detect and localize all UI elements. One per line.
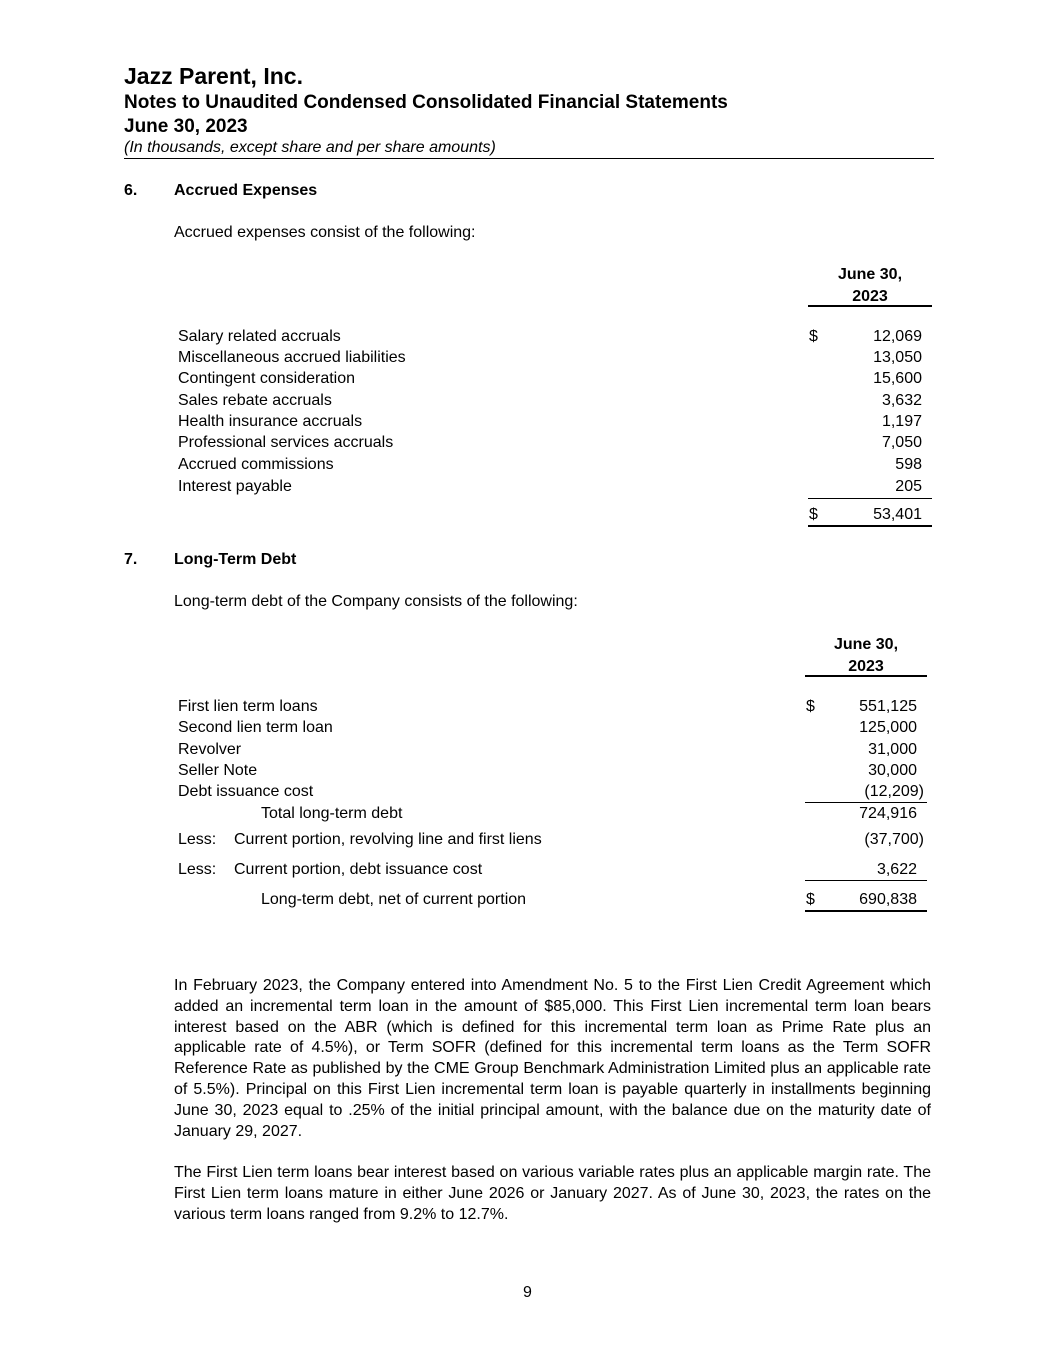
less-prefix: Less: bbox=[178, 861, 217, 878]
row-label: Second lien term loan bbox=[178, 719, 333, 736]
row-value: 12,069 bbox=[873, 328, 922, 345]
row-value: 13,050 bbox=[873, 349, 922, 366]
statement-date: June 30, 2023 bbox=[124, 116, 248, 137]
section6-column-header-line2: 2023 bbox=[852, 288, 888, 305]
row-value: (12,209) bbox=[864, 783, 924, 800]
row-value: 7,050 bbox=[881, 434, 922, 451]
document-subtitle: Notes to Unaudited Condensed Consolidated Financial Statements bbox=[124, 92, 728, 113]
row-value: 551,125 bbox=[859, 698, 917, 715]
row-label: Salary related accruals bbox=[178, 328, 341, 345]
section6-header-underline bbox=[808, 305, 932, 307]
total-value: 724,916 bbox=[859, 805, 917, 822]
row-value: 598 bbox=[895, 456, 922, 473]
section7-column-header bbox=[805, 634, 927, 678]
net-value: 690,838 bbox=[859, 891, 917, 908]
page-number: 9 bbox=[523, 1284, 532, 1301]
row-label: Health insurance accruals bbox=[178, 413, 363, 430]
row-label: First lien term loans bbox=[178, 698, 318, 715]
row-label: Miscellaneous accrued liabilities bbox=[178, 349, 406, 366]
row-label: Seller Note bbox=[178, 762, 258, 779]
row-label: Sales rebate accruals bbox=[178, 392, 332, 409]
row-label: Contingent consideration bbox=[178, 370, 356, 387]
section6-number: 6. bbox=[124, 182, 138, 199]
section6-intro: Accrued expenses consist of the following: bbox=[174, 224, 476, 241]
section7-intro: Long-term debt of the Company consists of the following: bbox=[174, 593, 578, 610]
row-value: 30,000 bbox=[868, 762, 917, 779]
section6-title: Accrued Expenses bbox=[174, 182, 318, 199]
row-value: 125,000 bbox=[859, 719, 917, 736]
subtotal-rule bbox=[808, 498, 932, 499]
paragraph-amendment: In February 2023, the Company entered into Amendment No. 5 to the First Lien Credit Agreement which added an incremental term loan in the amount of $85,000. This First Lien incremental term loan bears interest based on the ABR (which is defined for this incremental term loan as Prime Rate plus an applicable rate of 4.5%), or Term SOFR (defined for this incremental term loans as the Term SOFR Reference Rate as published by the CME Group Benchmark Administration Limited plus an applicable rate of 5.5%). Principal on this First Lien incremental term loan is payable quarterly in installments beginning June 30, 2023 equal to .25% of the initial principal amount, with the balance due on the maturity date of January 29, 2027. bbox=[174, 977, 931, 1140]
section7-header-underline bbox=[805, 675, 927, 677]
total-dollar: $ bbox=[809, 506, 818, 523]
row-value: 205 bbox=[895, 478, 922, 495]
subtotal-rule bbox=[805, 880, 927, 881]
net-label: Long-term debt, net of current portion bbox=[261, 891, 527, 908]
row-value: 3,632 bbox=[881, 392, 922, 409]
subtotal-rule bbox=[805, 802, 927, 803]
total-value: 53,401 bbox=[873, 506, 922, 523]
row-label: Professional services accruals bbox=[178, 434, 394, 451]
total-rule bbox=[805, 910, 927, 912]
section6-column-header bbox=[808, 264, 932, 308]
row-value: 1,197 bbox=[881, 413, 922, 430]
row-label: Revolver bbox=[178, 741, 242, 758]
company-name: Jazz Parent, Inc. bbox=[124, 63, 303, 89]
total-rule bbox=[808, 525, 932, 527]
row-dollar: $ bbox=[806, 698, 815, 715]
section7-column-header-line1: June 30, bbox=[833, 636, 899, 653]
net-dollar: $ bbox=[806, 891, 815, 908]
row-label: Interest payable bbox=[178, 478, 292, 495]
paragraph-rates: The First Lien term loans bear interest based on various variable rates plus an applicable margin rate. The First Lien term loans mature in either June 2026 or January 2027. As of June 30, 2023, the rates on the various term loans ranged from 9.2% to 12.7%. bbox=[174, 1164, 931, 1223]
row-value: 15,600 bbox=[873, 370, 922, 387]
less-label: Current portion, debt issuance cost bbox=[234, 861, 483, 878]
row-value: 31,000 bbox=[868, 741, 917, 758]
section7-column-header-line2: 2023 bbox=[848, 658, 884, 675]
less-prefix: Less: bbox=[178, 831, 217, 848]
less-label: Current portion, revolving line and first liens bbox=[234, 831, 542, 848]
section6-column-header-line1: June 30, bbox=[837, 266, 903, 283]
row-label: Debt issuance cost bbox=[178, 783, 314, 800]
section7-number: 7. bbox=[124, 551, 138, 568]
units-note: (In thousands, except share and per share amounts) bbox=[124, 139, 496, 156]
less-value: (37,700) bbox=[864, 831, 924, 848]
total-label: Total long-term debt bbox=[261, 805, 403, 822]
header-rule bbox=[124, 158, 934, 159]
section7-title: Long-Term Debt bbox=[174, 551, 297, 568]
row-dollar: $ bbox=[809, 328, 818, 345]
row-label: Accrued commissions bbox=[178, 456, 334, 473]
less-value: 3,622 bbox=[876, 861, 917, 878]
